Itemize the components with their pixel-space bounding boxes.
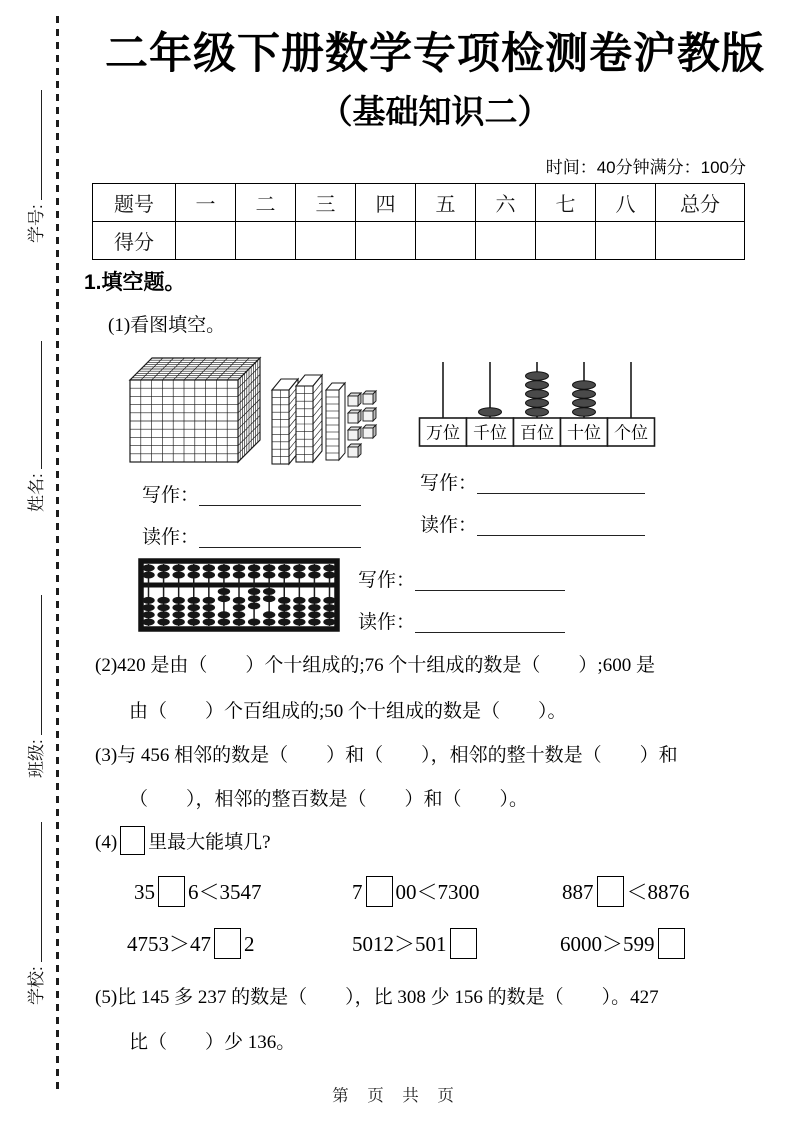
page-subtitle: （基础知识二） (319, 93, 551, 130)
abacus-bead (248, 595, 260, 602)
abacus-bead (293, 572, 305, 579)
fill-box (450, 928, 477, 959)
abacus-bead (573, 408, 596, 416)
abacus-bead (142, 565, 154, 572)
abacus-bead (157, 619, 169, 626)
fill-in-line (27, 822, 42, 962)
abacus-bead (188, 619, 200, 626)
abacus-bead (157, 597, 169, 604)
abacus-bead (308, 597, 320, 604)
inequality-item (352, 876, 480, 907)
chart-read-line (420, 510, 645, 537)
abacus-bead (293, 619, 305, 626)
score-cell (656, 222, 745, 260)
abacus-bead (218, 595, 230, 602)
abacus-bead (573, 399, 596, 407)
inequality-item (127, 928, 255, 959)
inequality-after-text: ＜8876 (626, 880, 690, 904)
abacus-bead (526, 372, 549, 380)
abacus-bead (172, 611, 184, 618)
abacus-bead (323, 597, 335, 604)
abacus-bead (263, 595, 275, 602)
score-table-header-cell: 四 (356, 184, 416, 222)
score-cell (356, 222, 416, 260)
abacus-bead (203, 572, 215, 579)
inequality-before-text: 35 (134, 880, 155, 904)
page-footer: 第 页 共 页 (332, 1087, 461, 1105)
score-cell (236, 222, 296, 260)
suanpan-abacus (141, 561, 337, 629)
inequality-item (352, 928, 480, 959)
answer-blank (477, 473, 645, 494)
score-table-header-cell: 二 (236, 184, 296, 222)
score-table-header-cell: 八 (596, 184, 656, 222)
abacus-bead (188, 597, 200, 604)
abacus-bead (233, 611, 245, 618)
time-limit-note: 时间：40分钟满分：100分 (545, 158, 746, 177)
place-value-label: 个位 (614, 423, 648, 443)
abacus-bead (218, 611, 230, 618)
abacus-bead (293, 597, 305, 604)
abacus-bead (203, 619, 215, 626)
place-value-chart-figure (418, 358, 658, 450)
abacus-bead (188, 572, 200, 579)
abacus-bead (278, 619, 290, 626)
answer-blank (415, 612, 565, 633)
abacus-bead (323, 565, 335, 572)
score-table-header-cell: 六 (476, 184, 536, 222)
abacus-bead (203, 565, 215, 572)
abacus-bead (142, 572, 154, 579)
fill-in-line (27, 90, 42, 200)
q5-line2: 比（ ）少 136。 (129, 1032, 296, 1053)
field-label: 学校: (27, 966, 46, 1005)
fill-box (658, 928, 685, 959)
abacus-bead (203, 611, 215, 618)
abacus-bead (142, 597, 154, 604)
abacus-bead (188, 611, 200, 618)
abacus-bead (293, 604, 305, 611)
score-cell (176, 222, 236, 260)
chart-write-line (420, 468, 645, 495)
abacus-bead (248, 602, 260, 609)
abacus-bead (479, 408, 502, 416)
q4-suffix: 里最大能填几? (148, 832, 271, 853)
fill-in-line (27, 341, 42, 469)
abacus-bead (573, 381, 596, 389)
class-field (22, 595, 47, 778)
abacus-bead (293, 565, 305, 572)
place-value-label: 千位 (473, 423, 507, 443)
abacus-bead (203, 604, 215, 611)
blocks-write-line (142, 480, 361, 507)
abacus-bead (248, 565, 260, 572)
abacus-bead (233, 572, 245, 579)
answer-blank (199, 527, 361, 548)
abacus-bead (278, 597, 290, 604)
abacus-bead (218, 619, 230, 626)
abacus-bead (172, 604, 184, 611)
abacus-bead (263, 611, 275, 618)
abacus-bead (308, 611, 320, 618)
abacus-bead (248, 572, 260, 579)
score-table-header-cell: 五 (416, 184, 476, 222)
score-table-header-cell: 七 (536, 184, 596, 222)
section1-heading: 1.填空题。 (84, 271, 186, 294)
abacus-bead (526, 390, 549, 398)
abacus-read-line (358, 607, 565, 634)
abacus-bead (248, 588, 260, 595)
fill-box (366, 876, 393, 907)
abacus-bead (218, 588, 230, 595)
margin-dashed-line (56, 16, 59, 1094)
student-name-field (22, 341, 47, 512)
place-value-label: 百位 (520, 423, 554, 443)
abacus-write-line (358, 565, 565, 592)
inequality-item (134, 876, 262, 907)
read-label: 读作： (420, 515, 478, 536)
abacus-bead (278, 604, 290, 611)
abacus-bead (157, 611, 169, 618)
abacus-bead (323, 611, 335, 618)
score-table-header-cell: 总分 (656, 184, 745, 222)
abacus-bead (218, 572, 230, 579)
abacus-bead (278, 611, 290, 618)
place-value-chart (420, 362, 655, 446)
score-table (92, 183, 745, 260)
q1-label: (1)看图填空。 (108, 315, 226, 336)
abacus-bead (218, 565, 230, 572)
score-cell (476, 222, 536, 260)
base-ten-blocks-figure (126, 348, 378, 470)
abacus-bead (157, 604, 169, 611)
inequality-after-text: 00＜7300 (395, 880, 480, 904)
abacus-bead (233, 619, 245, 626)
inequality-before-text: 7 (352, 880, 363, 904)
score-table-header-cell: 题号 (93, 184, 176, 222)
page-title: 二年级下册数学专项检测卷沪教版 (105, 30, 765, 78)
q3-line1: (3)与 456 相邻的数是（ ）和（ ），相邻的整十数是（ ）和 (95, 745, 678, 766)
q5-line1: (5)比 145 多 237 的数是（ ），比 308 少 156 的数是（ ）。427 (95, 987, 659, 1008)
inequality-before-text: 6000＞599 (560, 932, 655, 956)
abacus-figure (138, 558, 340, 632)
write-label: 写作： (358, 570, 416, 591)
abacus-bead (323, 619, 335, 626)
blocks-read-line (142, 522, 361, 549)
q2-line1: (2)420 是由（ ）个十组成的;76 个十组成的数是（ ）;600 是 (95, 655, 655, 676)
abacus-bead (233, 604, 245, 611)
abacus-bead (293, 611, 305, 618)
base-ten-blocks (130, 358, 376, 464)
abacus-bead (157, 572, 169, 579)
fill-box (158, 876, 185, 907)
abacus-bead (188, 565, 200, 572)
inequality-item (562, 876, 690, 907)
abacus-bead (263, 572, 275, 579)
write-label: 写作： (420, 473, 478, 494)
abacus-bead (203, 597, 215, 604)
school-field (22, 822, 47, 1005)
abacus-bead (278, 572, 290, 579)
fill-in-line (27, 595, 42, 735)
inequality-item (560, 928, 688, 959)
score-table-header-cell: 三 (296, 184, 356, 222)
fill-box (597, 876, 624, 907)
abacus-bead (308, 572, 320, 579)
score-table-header-cell: 一 (176, 184, 236, 222)
read-label: 读作： (142, 527, 200, 548)
q4-prefix: (4) (95, 832, 118, 853)
abacus-bead (172, 619, 184, 626)
fill-box (214, 928, 241, 959)
score-row-label: 得分 (93, 222, 176, 260)
q2-line2: 由（ ）个百组成的;50 个十组成的数是（ ）。 (129, 701, 567, 722)
place-value-label: 十位 (567, 423, 601, 443)
inequality-before-text: 887 (562, 880, 594, 904)
abacus-bead (263, 619, 275, 626)
read-label: 读作： (358, 612, 416, 633)
abacus-bead (188, 604, 200, 611)
abacus-bead (248, 619, 260, 626)
abacus-bead (172, 572, 184, 579)
abacus-bead (142, 604, 154, 611)
inequality-before-text: 4753＞47 (127, 932, 211, 956)
abacus-bead (172, 597, 184, 604)
place-value-label: 万位 (426, 423, 460, 443)
abacus-bead (263, 565, 275, 572)
answer-blank (415, 570, 565, 591)
abacus-bead (142, 611, 154, 618)
abacus-bead (323, 572, 335, 579)
score-cell (416, 222, 476, 260)
inequality-before-text: 5012＞501 (352, 932, 447, 956)
answer-blank (477, 515, 645, 536)
abacus-bead (308, 604, 320, 611)
abacus-bead (308, 565, 320, 572)
write-label: 写作： (142, 485, 200, 506)
score-cell (596, 222, 656, 260)
field-label: 姓名: (27, 473, 46, 512)
inequality-after-text: 2 (244, 932, 255, 956)
answer-blank (199, 485, 361, 506)
student-number-field (22, 90, 47, 243)
abacus-bead (142, 619, 154, 626)
score-cell (536, 222, 596, 260)
field-label: 班级: (27, 739, 46, 778)
abacus-bead (263, 588, 275, 595)
q4-prompt (95, 826, 271, 855)
abacus-bead (157, 565, 169, 572)
abacus-bead (526, 381, 549, 389)
abacus-bead (308, 619, 320, 626)
q3-line2: （ ），相邻的整百数是（ ）和（ ）。 (129, 789, 529, 810)
fill-box (120, 826, 145, 855)
score-cell (296, 222, 356, 260)
abacus-bead (278, 565, 290, 572)
field-label: 学号: (27, 204, 46, 243)
abacus-bead (323, 604, 335, 611)
abacus-bead (573, 390, 596, 398)
abacus-bead (526, 408, 549, 416)
abacus-bead (172, 565, 184, 572)
abacus-bead (233, 597, 245, 604)
abacus-bead (233, 565, 245, 572)
inequality-after-text: 6＜3547 (188, 880, 262, 904)
abacus-bead (526, 399, 549, 407)
